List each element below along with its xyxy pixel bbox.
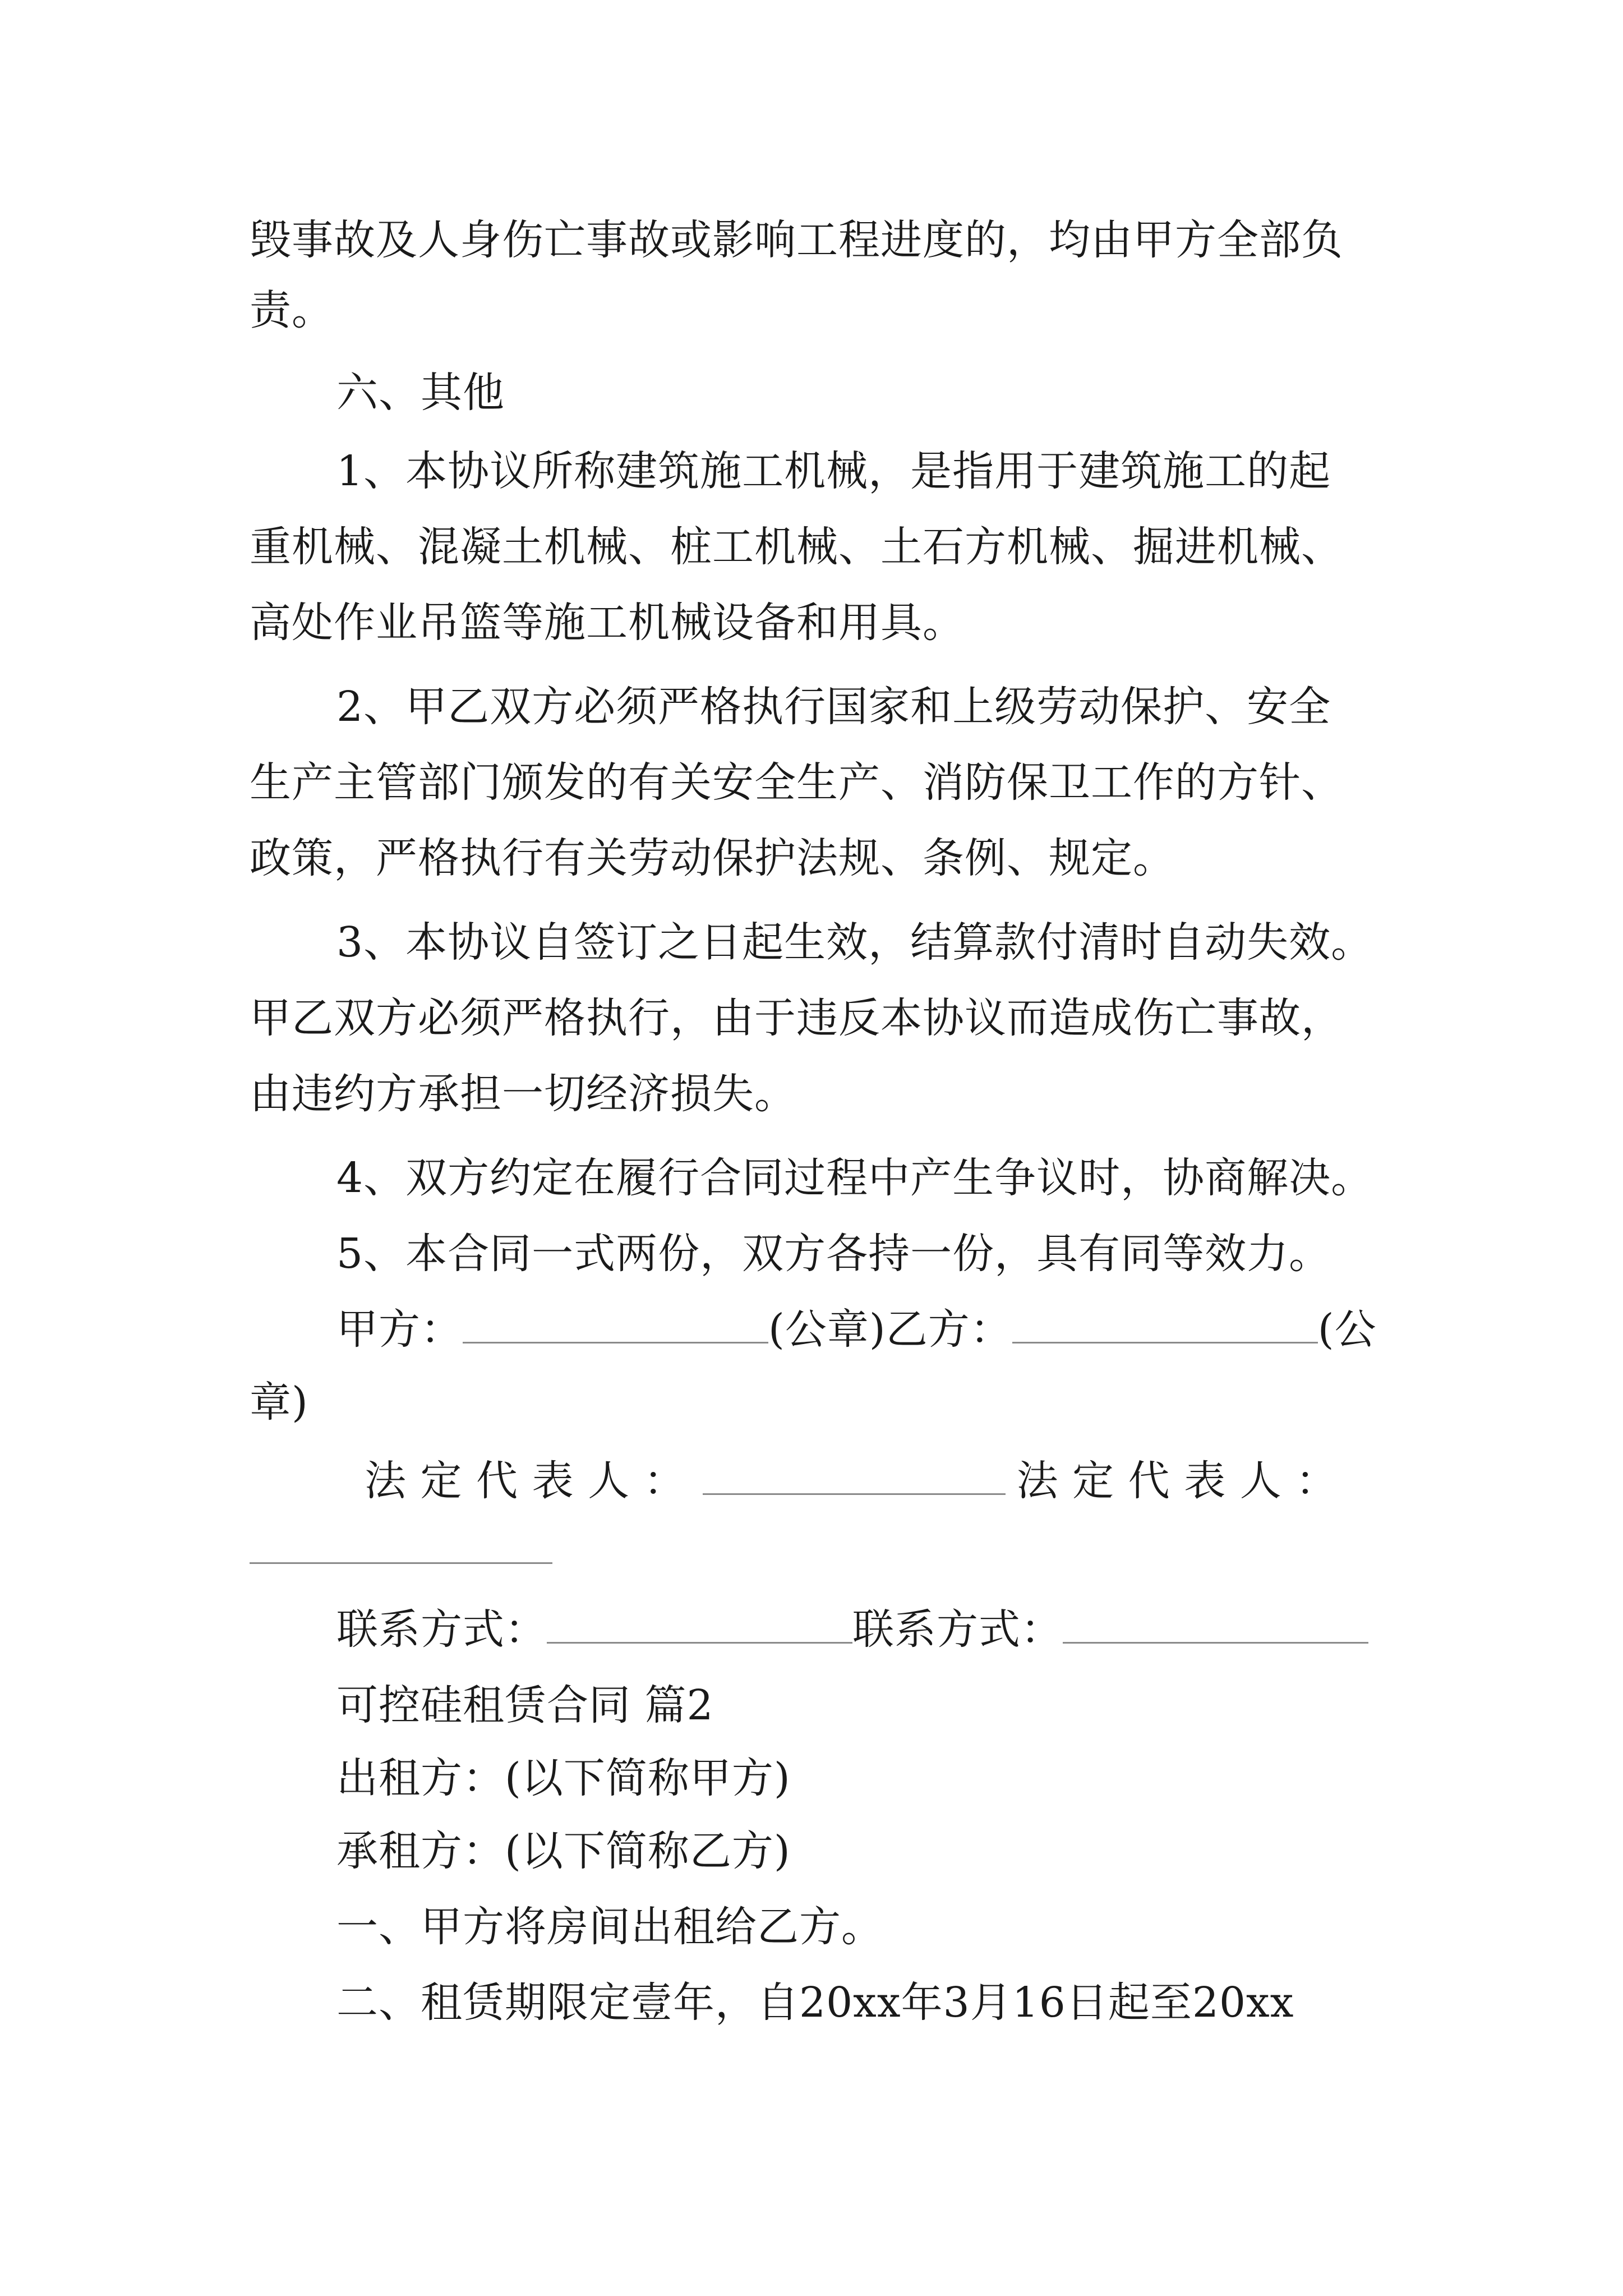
legal-rep-a-label: 法 定 代 表 人 ： xyxy=(365,1457,686,1505)
legal-rep-line xyxy=(365,1453,1388,1509)
contact-a-label: 联系方式： xyxy=(336,1605,547,1654)
paragraph-line: 重机械、混凝土机械、桩工机械、土石方机械、掘进机械、 xyxy=(250,523,1343,571)
contract-title: 可控硅租赁合同 篇2 xyxy=(336,1681,714,1729)
party-b-blank[interactable] xyxy=(1012,1307,1318,1343)
party-a-blank[interactable] xyxy=(463,1307,768,1343)
seal-continuation: 章) xyxy=(250,1378,308,1427)
paragraph-line: 由违约方承担一切经济损失。 xyxy=(250,1070,796,1118)
lessee-line: 承租方：(以下简称乙方) xyxy=(336,1827,791,1875)
section-heading: 六、其他 xyxy=(336,369,505,417)
paragraph-line: 责。 xyxy=(250,286,334,334)
paragraph-line: 4、双方约定在履行合同过程中产生争议时，协商解决。 xyxy=(336,1154,1373,1202)
clause-line: 二、租赁期限定壹年，自20xx年3月16日起至20xx xyxy=(336,1978,1294,2027)
paragraph-line: 1、本协议所称建筑施工机械，是指用于建筑施工的起 xyxy=(336,447,1331,495)
paragraph-line: 政策，严格执行有关劳动保护法规、条例、规定。 xyxy=(250,834,1175,882)
signature-line xyxy=(336,1301,1388,1358)
legal-rep-b-blank[interactable] xyxy=(250,1562,552,1564)
contact-b-label: 联系方式： xyxy=(852,1605,1063,1654)
lessor-line: 出租方：(以下简称甲方) xyxy=(336,1754,791,1802)
paragraph-line: 生产主管部门颁发的有关安全生产、消防保卫工作的方针、 xyxy=(250,758,1343,807)
party-b-seal-open: (公 xyxy=(1317,1305,1377,1354)
legal-rep-b-label: 法 定 代 表 人 ： xyxy=(1016,1457,1338,1505)
contact-a-blank[interactable] xyxy=(547,1607,852,1644)
party-a-seal-label: (公章)乙方： xyxy=(768,1305,1012,1354)
paragraph-line: 高处作业吊篮等施工机械设备和用具。 xyxy=(250,599,965,647)
paragraph-line: 甲乙双方必须严格执行，由于违反本协议而造成伤亡事故， xyxy=(250,994,1343,1042)
paragraph-line: 3、本协议自签订之日起生效，结算款付清时自动失效。 xyxy=(336,918,1373,967)
contact-line xyxy=(336,1602,1388,1658)
paragraph-line: 5、本合同一式两份，双方各持一份，具有同等效力。 xyxy=(336,1230,1331,1278)
paragraph-line: 毁事故及人身伤亡事故或影响工程进度的，均由甲方全部负 xyxy=(250,216,1343,264)
legal-rep-a-blank[interactable] xyxy=(703,1458,1006,1495)
party-a-label: 甲方： xyxy=(336,1305,463,1354)
clause-line: 一、甲方将房间出租给乙方。 xyxy=(336,1903,883,1951)
paragraph-line: 2、甲乙双方必须严格执行国家和上级劳动保护、安全 xyxy=(336,683,1331,731)
contact-b-blank[interactable] xyxy=(1063,1607,1368,1644)
